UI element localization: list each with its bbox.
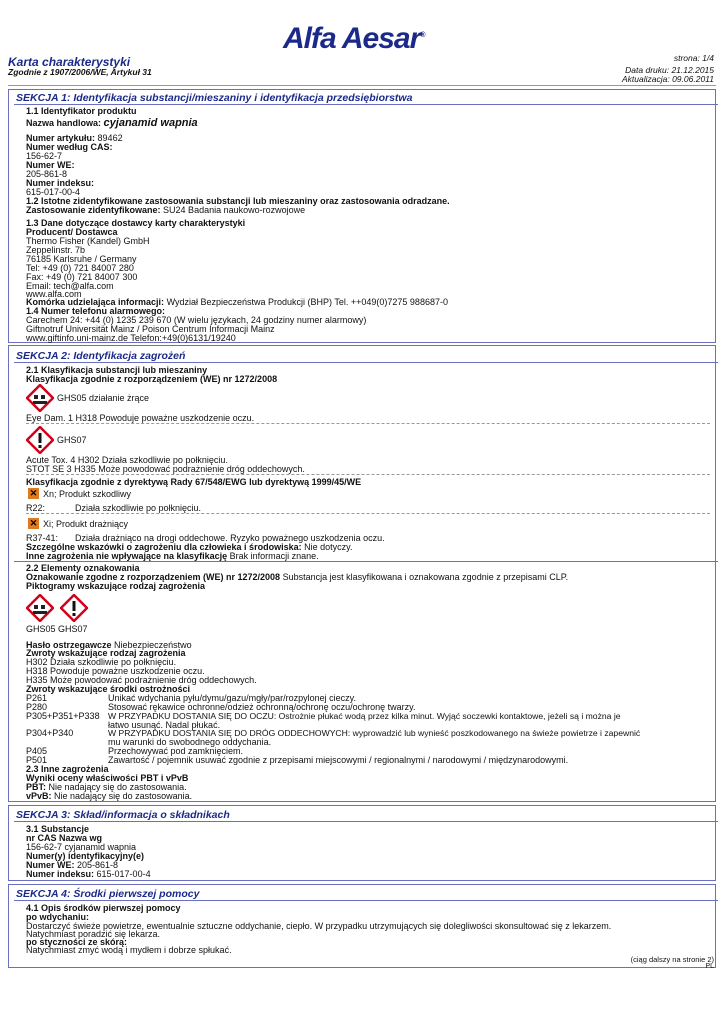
- r22-text: Działa szkodliwie po połknięciu.: [75, 503, 202, 513]
- xn-label: Xn; Produkt szkodliwy: [43, 489, 132, 499]
- fax-line: Fax: +49 (0) 721 84007 300: [26, 272, 138, 282]
- document-title: Karta charakterystyki: [8, 55, 131, 69]
- article-number: Numer artykułu: 89462: [26, 133, 123, 143]
- harmful-x-icon: ✕: [29, 488, 38, 498]
- pbt-result: PBT: Nie nadający się do zastosowania.: [26, 782, 187, 792]
- p304-text: W PRZYPADKU DOSTANIA SIĘ DO DRÓG ODDECHOWYCH: wyprowadzić lub wynieść poszkodowanego na świeże powietrze i zapewnić: [108, 728, 641, 738]
- section-2-rule: [14, 362, 718, 363]
- p501-code: P501: [26, 755, 48, 765]
- heading-2-3: 2.3 Inne zagrożenia: [26, 764, 109, 774]
- heading-2-1: 2.1 Klasyfikacja substancji lub mieszaniny: [26, 365, 208, 375]
- cas-label: Numer według CAS:: [26, 142, 113, 152]
- index-value: 615-017-00-4: [26, 187, 81, 197]
- email-link[interactable]: Email: tech@alfa.com: [26, 281, 114, 291]
- address-line: 76185 Karlsruhe / Germany: [26, 254, 137, 264]
- cas-name-heading: nr CAS Nazwa wg: [26, 833, 103, 843]
- index-number: Numer indeksu: 615-017-00-4: [26, 869, 151, 879]
- inhalation-text: Dostarczyć świeże powietrze, ewentualnie sztuczne oddychanie, ciepło. W przypadku utrzymujących się dolegliwości skonsultować się z lekarzem.: [26, 921, 612, 931]
- exclamation-pictogram-icon: [26, 426, 54, 454]
- trade-name-row: Nazwa handlowa: cyjanamid wapnia: [26, 117, 198, 129]
- skin-contact-text: Natychmiast zmyć wodą i mydłem i dobrze spłukać.: [26, 945, 232, 955]
- r37-41-text: Działa drażniąco na drogi oddechowe. Ryzyko poważnego uszkodzenia oczu.: [75, 533, 385, 543]
- section-4-title: SEKCJA 4: Środki pierwszej pomocy: [16, 888, 200, 900]
- xi-label: Xi; Produkt drażniący: [43, 519, 129, 529]
- hazard-statements-heading: Zwroty wskazujące rodzaj zagrożenia: [26, 648, 186, 658]
- irritant-x-icon: ✕: [29, 518, 38, 528]
- alarm-line: Giftnotruf Universität Mainz / Poison Centrum Informacji Mainz: [26, 324, 275, 334]
- dashed-separator: [26, 513, 710, 514]
- directive-classification-heading: Klasyfikacja zgodnie z dyrektywą Rady 67/548/EWG lub dyrektywą 1999/45/WE: [26, 477, 362, 487]
- subsection-rule: [14, 561, 718, 562]
- exclamation-pictogram-icon: [60, 594, 88, 622]
- r37-41-label: R37-41:: [26, 533, 59, 543]
- p304-text-cont: mu warunki do swobodnego oddychania.: [108, 737, 272, 747]
- page-number: strona: 1/4: [673, 53, 714, 63]
- address-line: Thermo Fisher (Kandel) GmbH: [26, 236, 150, 246]
- other-hazards: Inne zagrożenia nie wpływające na klasyfikację Brak informacji znane.: [26, 551, 319, 561]
- pbt-heading: Wyniki oceny właściwości PBT i vPvB: [26, 773, 189, 783]
- signal-word: Hasło ostrzegawcze Niebezpieczeństwo: [26, 640, 192, 650]
- heading-1-3: 1.3 Dane dotyczące dostawcy karty charakterystyki: [26, 218, 246, 228]
- p305-text: W PRZYPADKU DOSTANIA SIĘ DO OCZU: Ostrożnie płukać wodą przez kilka minut. Wyjąć soczewki kontaktowe, jeżeli są i można je: [108, 711, 621, 721]
- dashed-separator: [26, 474, 710, 475]
- corrosion-pictogram-icon: [26, 594, 54, 622]
- clp-labelling: Oznakowanie zgodne z rozporządzeniem (WE) nr 1272/2008 Substancja jest klasyfikowana i oznakowana zgodnie z przepisami CLP.: [26, 572, 569, 582]
- document-subtitle: Zgodnie z 1907/2006/WE, Artykuł 31: [8, 67, 152, 77]
- p305-text-cont: łatwo usunąć. Nadal płukać.: [108, 720, 221, 730]
- heading-2-2: 2.2 Elementy oznakowania: [26, 563, 140, 573]
- ghs05-label: GHS05 działanie żrące: [57, 393, 150, 403]
- website-link[interactable]: www.alfa.com: [26, 289, 82, 299]
- address-line: Zeppelinstr. 7b: [26, 245, 86, 255]
- skin-contact-label: po styczności ze skórą:: [26, 937, 128, 947]
- cas-name-line: 156-62-7 cyjanamid wapnia: [26, 842, 137, 852]
- stot-classification: STOT SE 3 H335 Może powodować podrażnienie dróg oddechowych.: [26, 464, 305, 474]
- identifiers-heading: Numer(y) identyfikacyjny(e): [26, 851, 145, 861]
- section-1-title: SEKCJA 1: Identyfikacja substancji/mieszaniny i identyfikacja przedsiębiorstwa: [16, 92, 413, 104]
- we-value: 205-861-8: [26, 169, 68, 179]
- section-4-rule: [14, 900, 718, 901]
- index-label: Numer indeksu:: [26, 178, 95, 188]
- we-number: Numer WE: 205-861-8: [26, 860, 119, 870]
- cas-value: 156-62-7: [26, 151, 63, 161]
- pictograms-heading: Piktogramy wskazujące rodzaj zagrożenia: [26, 581, 206, 591]
- continued-note: (ciąg dalszy na stronie 2): [630, 955, 714, 964]
- language-code: PL: [705, 963, 714, 970]
- alarm-link[interactable]: www.giftinfo.uni-mainz.de Telefon:+49(0)6131/19240: [26, 333, 236, 343]
- p280-code: P280: [26, 702, 48, 712]
- heading-3-1: 3.1 Substancje: [26, 824, 90, 834]
- we-label: Numer WE:: [26, 160, 75, 170]
- trade-name: cyjanamid wapnia: [103, 117, 198, 129]
- heading-1-2: 1.2 Istotne zidentyfikowane zastosowania substancji lub mieszaniny oraz zastosowania odradzane.: [26, 196, 450, 206]
- eye-damage-classification: Eye Dam. 1 H318 Powoduje poważne uszkodzenie oczu.: [26, 413, 255, 423]
- heading-1-4: 1.4 Numer telefonu alarmowego:: [26, 306, 166, 316]
- precautionary-heading: Zwroty wskazujące środki ostrożności: [26, 684, 191, 694]
- p305-code: P305+P351+P338: [26, 711, 100, 721]
- section-3-title: SEKCJA 3: Skład/informacja o składnikach: [16, 809, 230, 821]
- section-3-rule: [14, 821, 718, 822]
- alarm-line: Carechem 24: +44 (0) 1235 239 670 (W wielu językach, 24 godziny numer alarmowy): [26, 315, 367, 325]
- info-contact: Komórka udzielająca informacji: Wydział Bezpieczeństwa Produkcji (BHP) Tel. ++049(0)7275 988687-0: [26, 297, 448, 307]
- acute-tox-classification: Acute Tox. 4 H302 Działa szkodliwie po połknięciu.: [26, 455, 228, 465]
- special-hazards: Szczególne wskazówki o zagrożeniu dla człowieka i środowiska: Nie dotyczy.: [26, 542, 353, 552]
- header-divider: [8, 85, 716, 86]
- p304-code: P304+P340: [26, 728, 74, 738]
- ghs07-label: GHS07: [57, 435, 87, 445]
- section-2-title: SEKCJA 2: Identyfikacja zagrożeń: [16, 350, 186, 362]
- clp-classification-heading: Klasyfikacja zgodnie z rozporządzeniem (WE) nr 1272/2008: [26, 374, 278, 384]
- p280-text: Stosować rękawice ochronne/odzież ochronną/ochronę oczu/ochronę twarzy.: [108, 702, 416, 712]
- p261-code: P261: [26, 693, 48, 703]
- vpvb-result: vPvB: Nie nadający się do zastosowania.: [26, 791, 193, 801]
- hazard-statement: H318 Powoduje poważne uszkodzenie oczu.: [26, 666, 205, 676]
- heading-1-1: 1.1 Identyfikator produktu: [26, 106, 137, 116]
- r22-label: R22:: [26, 503, 46, 513]
- hazard-statement: H335 Może powodować podrażnienie dróg oddechowych.: [26, 675, 257, 685]
- pictogram-codes: GHS05 GHS07: [26, 624, 88, 634]
- producer-label: Producent/ Dostawca: [26, 227, 118, 237]
- phone-line: Tel: +49 (0) 721 84007 280: [26, 263, 134, 273]
- p405-code: P405: [26, 746, 48, 756]
- update-date: Aktualizacja: 09.06.2011: [622, 74, 714, 84]
- print-date: Data druku: 21.12.2015: [625, 65, 714, 75]
- hazard-statement: H302 Działa szkodliwie po połknięciu.: [26, 657, 177, 667]
- corrosion-pictogram-icon: [26, 384, 54, 412]
- p261-text: Unikać wdychania pyłu/dymu/gazu/mgły/par/rozpylonej cieczy.: [108, 693, 356, 703]
- p405-text: Przechowywać pod zamknięciem.: [108, 746, 244, 756]
- inhalation-text-cont: Natychmiast poradzić się lekarza.: [26, 929, 161, 939]
- identified-use: Zastosowanie zidentyfikowane: SU24 Badania naukowo-rozwojowe: [26, 205, 306, 215]
- inhalation-label: po wdychaniu:: [26, 912, 89, 922]
- section-1-rule: [14, 104, 718, 105]
- heading-4-1: 4.1 Opis środków pierwszej pomocy: [26, 903, 181, 913]
- alfa-aesar-logo: Alfa Aesar®: [283, 22, 425, 55]
- dashed-separator: [26, 423, 710, 424]
- p501-text: Zawartość / pojemnik usuwać zgodnie z przepisami miejscowymi / regionalnymi / narodowymi / międzynarodowymi.: [108, 755, 569, 765]
